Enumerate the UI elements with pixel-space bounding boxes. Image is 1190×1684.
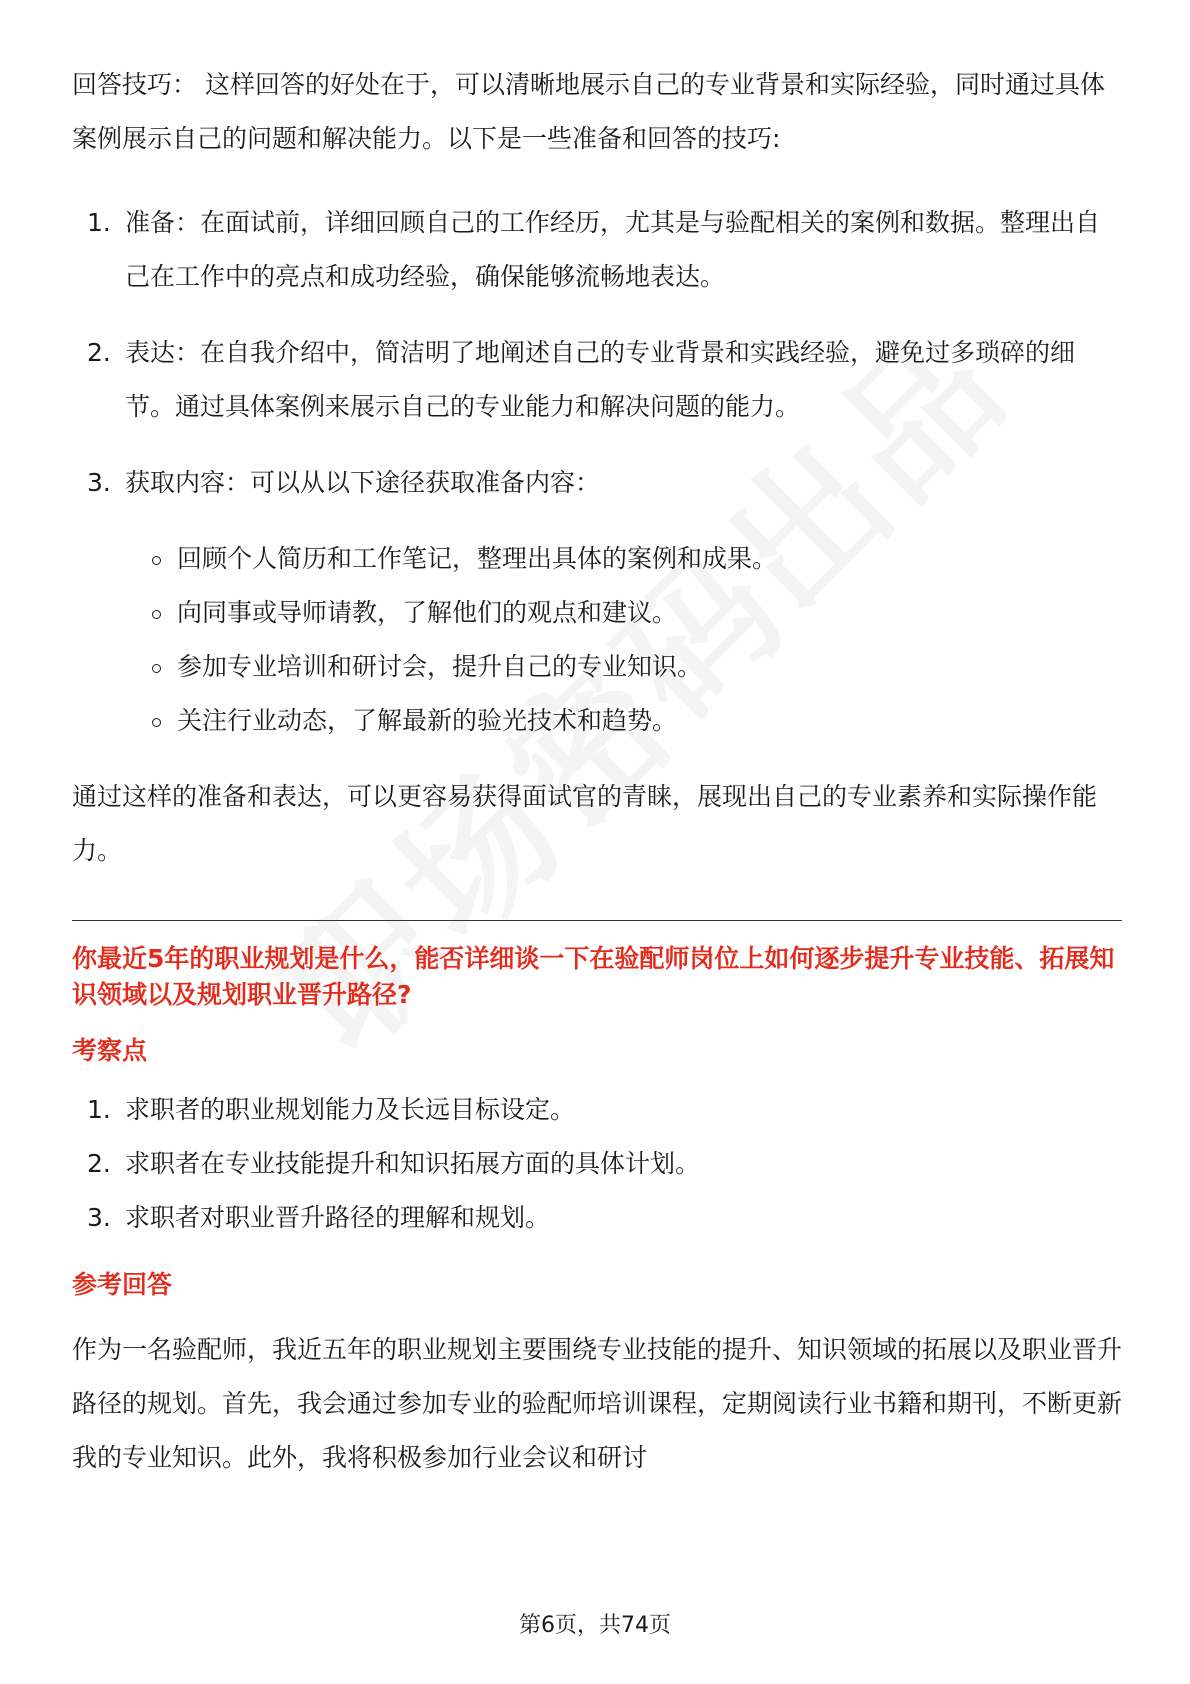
list-item-text: 求职者的职业规划能力及长远目标设定。 xyxy=(125,1095,576,1124)
bullet-icon xyxy=(152,718,161,727)
page-footer: 第6页，共74页 xyxy=(519,1613,671,1638)
list-item-text: 关注行业动态，了解最新的验光技术和趋势。 xyxy=(177,706,678,735)
list-item-text: 求职者在专业技能提升和知识拓展方面的具体计划。 xyxy=(125,1149,701,1178)
intro-paragraph: 回答技巧： 这样回答的好处在于，可以清晰地展示自己的专业背景和实际经验，同时通过具体案例展示自己的问题和解决能力。以下是一些准备和回答的技巧: xyxy=(72,70,1105,153)
tips-list xyxy=(72,196,1122,510)
list-item xyxy=(72,1191,1122,1245)
bullet-icon xyxy=(152,664,161,673)
list-item xyxy=(72,326,1122,434)
section-divider xyxy=(72,920,1122,921)
list-item xyxy=(72,532,1122,586)
list-item-text: 获取内容：可以从以下途径获取准备内容： xyxy=(125,468,601,497)
list-item-text: 回顾个人简历和工作笔记，整理出具体的案例和成果。 xyxy=(177,544,778,573)
bullet-icon xyxy=(152,610,161,619)
list-number: 2. xyxy=(87,338,111,367)
list-item-text: 参加专业培训和研讨会，提升自己的专业知识。 xyxy=(177,652,703,681)
sources-list xyxy=(72,532,1122,748)
focus-list xyxy=(72,1083,1122,1245)
list-number: 1. xyxy=(87,1095,111,1124)
list-item xyxy=(72,1137,1122,1191)
list-number: 2. xyxy=(87,1149,111,1178)
list-number: 3. xyxy=(87,1203,111,1232)
list-item xyxy=(72,1083,1122,1137)
answer-heading: 参考回答 xyxy=(72,1270,173,1299)
answer-paragraph: 作为一名验配师，我近五年的职业规划主要围绕专业技能的提升、知识领域的拓展以及职业晋升路径的规划。首先，我会通过参加专业的验配师培训课程，定期阅读行业书籍和期刊，不断更新我的专业知识。此外，我将积极参加行业会议和研讨 xyxy=(72,1335,1123,1472)
document-page xyxy=(72,58,1122,1485)
list-item xyxy=(72,586,1122,640)
list-item xyxy=(72,456,1122,510)
list-item-text: 表达：在自我介绍中，简洁明了地阐述自己的专业背景和实践经验，避免过多琐碎的细节。通过具体案例来展示自己的专业能力和解决问题的能力。 xyxy=(125,338,1076,421)
focus-heading: 考察点 xyxy=(72,1036,148,1065)
list-item-text: 向同事或导师请教，了解他们的观点和建议。 xyxy=(177,598,678,627)
conclusion-paragraph: 通过这样的准备和表达，可以更容易获得面试官的青睐，展现出自己的专业素养和实际操作能力。 xyxy=(72,782,1098,865)
list-item xyxy=(72,196,1122,304)
list-item-text: 求职者对职业晋升路径的理解和规划。 xyxy=(125,1203,551,1232)
bullet-icon xyxy=(152,556,161,565)
list-number: 3. xyxy=(87,468,111,497)
question-title: 你最近5年的职业规划是什么，能否详细谈一下在验配师岗位上如何逐步提升专业技能、拓展知识领域以及规划职业晋升路径? xyxy=(72,944,1115,1009)
list-item-text: 准备：在面试前，详细回顾自己的工作经历，尤其是与验配相关的案例和数据。整理出自己在工作中的亮点和成功经验，确保能够流畅地表达。 xyxy=(125,208,1101,291)
list-number: 1. xyxy=(87,208,111,237)
list-item xyxy=(72,640,1122,694)
list-item xyxy=(72,694,1122,748)
